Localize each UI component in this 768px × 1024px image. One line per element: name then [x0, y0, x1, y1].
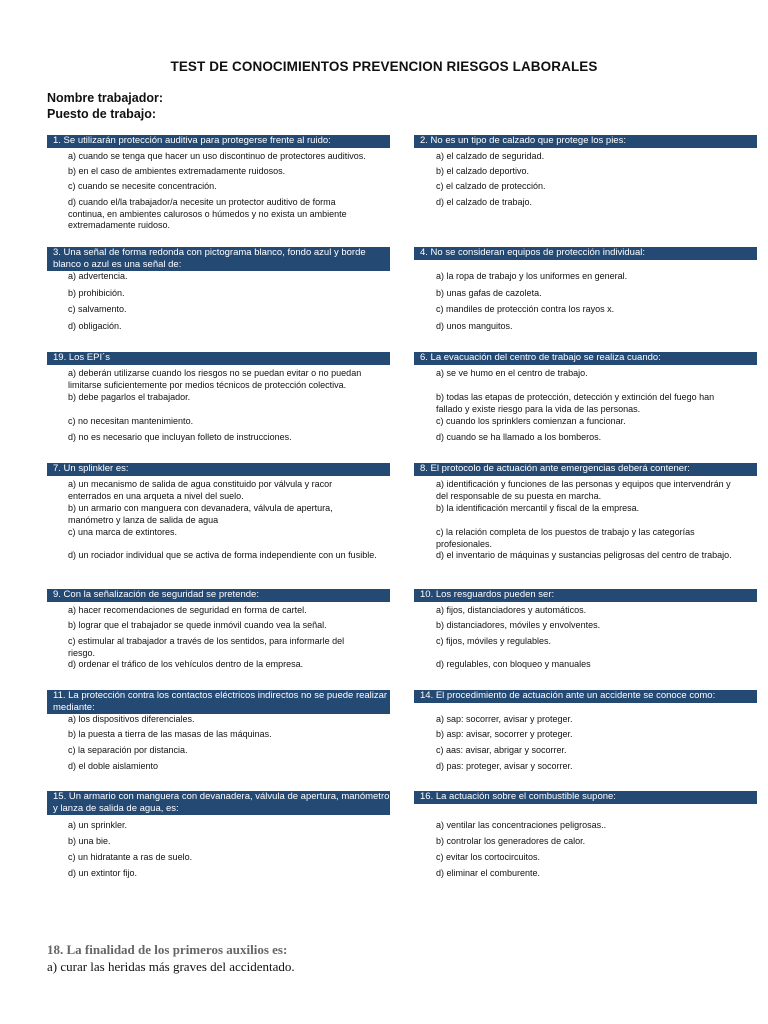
option-a: a) la ropa de trabajo y los uniformes en general.	[436, 271, 628, 281]
option-b: b) unas gafas de cazoleta.	[436, 288, 542, 298]
question-header: 15. Un armario con manguera con devanadera, válvula de apertura, manómetro y lanza de salida de agua, es:	[47, 791, 390, 815]
question-header: 2. No es un tipo de calzado que protege los pies:	[414, 135, 757, 148]
question-8	[414, 463, 757, 560]
option-b: b) debe pagarlos el trabajador.	[68, 392, 191, 402]
option-c: c) evitar los cortocircuitos.	[436, 852, 541, 862]
option-c: c) cuando los sprinklers comienzan a funcionar.	[436, 416, 626, 426]
option-a: a) ventilar las concentraciones peligrosas..	[436, 820, 607, 830]
question-header: 10. Los resguardos pueden ser:	[414, 589, 757, 602]
option-c: c) la separación por distancia.	[68, 745, 188, 755]
option-d: d) no es necesario que incluyan folleto de instrucciones.	[68, 432, 292, 442]
question-19	[47, 352, 390, 442]
option-d: d) obligación.	[68, 321, 122, 331]
option-d: d) el inventario de máquinas y sustancias peligrosas del centro de trabajo.	[436, 550, 732, 560]
option-c: c) cuando se necesite concentración.	[68, 181, 217, 191]
option-d: d) el doble aislamiento	[68, 761, 159, 771]
question-18-title: 18. La finalidad de los primeros auxilios es:	[47, 942, 288, 957]
option-a: a) un mecanismo de salida de agua constituido por válvula y racor enterrados en una arqueta a nivel del suelo.	[68, 479, 333, 501]
question-2	[414, 135, 757, 207]
option-c: c) una marca de extintores.	[68, 527, 178, 537]
question-10	[414, 589, 757, 669]
question-15	[47, 791, 390, 878]
question-18-option-a: a) curar las heridas más graves del accidentado.	[47, 959, 295, 974]
question-header: 8. El protocolo de actuación ante emergencias deberá contener:	[414, 463, 757, 476]
option-c: c) la relación completa de los puestos de trabajo y las categorías profesionales.	[436, 527, 695, 549]
option-a: a) sap: socorrer, avisar y proteger.	[436, 714, 573, 724]
option-c: c) un hidratante a ras de suelo.	[68, 852, 193, 862]
option-d: d) un rociador individual que se activa de forma independiente con un fusible.	[68, 550, 377, 560]
question-11	[47, 690, 390, 771]
option-d: d) pas: proteger, avisar y socorrer.	[436, 761, 573, 771]
option-a: a) deberán utilizarse cuando los riesgos no se puedan evitar o no puedan limitarse suficientemente por medios técnicos de protección colectiva.	[68, 368, 362, 390]
option-d: d) cuando el/la trabajador/a necesite un protector auditivo de forma continua, en ambientes calurosos o húmedos y no exista un ambiente extremadamente ruidoso.	[68, 197, 347, 230]
option-a: a) se ve humo en el centro de trabajo.	[436, 368, 588, 378]
question-header: 19. Los EPI´s	[47, 352, 390, 365]
option-b: b) asp: avisar, socorrer y proteger.	[436, 729, 573, 739]
option-d: d) un extintor fijo.	[68, 868, 138, 878]
option-a: a) un sprinkler.	[68, 820, 128, 830]
question-header: 16. La actuación sobre el combustible supone:	[414, 791, 757, 804]
question-header: 3. Una señal de forma redonda con pictograma blanco, fondo azul y borde blanco o azul es una señal de:	[47, 247, 390, 271]
question-6	[414, 352, 757, 442]
question-header: 7. Un splinkler es:	[47, 463, 390, 476]
option-b: b) prohibición.	[68, 288, 125, 298]
option-b: b) controlar los generadores de calor.	[436, 836, 586, 846]
page-title: TEST DE CONOCIMIENTOS PREVENCION RIESGOS LABORALES	[170, 59, 598, 74]
option-a: a) el calzado de seguridad.	[436, 151, 545, 161]
option-b: b) la identificación mercantil y fiscal de la empresa.	[436, 503, 640, 513]
option-a: a) los dispositivos diferenciales.	[68, 714, 195, 724]
question-header: 4. No se consideran equipos de protección individual:	[414, 247, 757, 260]
option-a: a) identificación y funciones de las personas y equipos que intervendrán y del responsable de su puesta en marcha.	[436, 479, 731, 501]
option-a: a) hacer recomendaciones de seguridad en forma de cartel.	[68, 605, 307, 615]
question-4	[414, 247, 757, 331]
option-c: c) el calzado de protección.	[436, 181, 546, 191]
option-d: d) cuando se ha llamado a los bomberos.	[436, 432, 602, 442]
option-d: d) el calzado de trabajo.	[436, 197, 533, 207]
question-header: 9. Con la señalización de seguridad se pretende:	[47, 589, 390, 602]
option-a: a) advertencia.	[68, 271, 128, 281]
option-c: c) salvamento.	[68, 304, 127, 314]
question-7	[47, 463, 390, 560]
option-c: c) aas: avisar, abrigar y socorrer.	[436, 745, 567, 755]
question-header: 6. La evacuación del centro de trabajo se realiza cuando:	[414, 352, 757, 365]
option-d: d) unos manguitos.	[436, 321, 513, 331]
option-b: b) lograr que el trabajador se quede inmóvil cuando vea la señal.	[68, 620, 327, 630]
question-header: 11. La protección contra los contactos eléctricos indirectos no se puede realizar mediante:	[47, 690, 390, 714]
option-b: b) distanciadores, móviles y envolventes.	[436, 620, 601, 630]
worker-name-label: Nombre trabajador:	[47, 91, 163, 105]
option-a: a) fijos, distanciadores y automáticos.	[436, 605, 587, 615]
question-header: 14. El procedimiento de actuación ante un accidente se conoce como:	[414, 690, 757, 703]
option-b: b) todas las etapas de protección, detección y extinción del fuego han fallado y existe riesgo para la vida de las personas.	[436, 392, 715, 414]
option-c: c) mandiles de protección contra los rayos x.	[436, 304, 615, 314]
option-c: c) estimular al trabajador a través de los sentidos, para informarle del riesgo.	[68, 636, 345, 658]
option-d: d) eliminar el comburente.	[436, 868, 541, 878]
option-b: b) la puesta a tierra de las masas de las máquinas.	[68, 729, 272, 739]
option-b: b) un armario con manguera con devanadera, válvula de apertura, manómetro y lanza de salida de agua	[68, 503, 333, 525]
question-1	[47, 135, 390, 230]
question-14	[414, 690, 757, 771]
option-a: a) cuando se tenga que hacer un uso discontinuo de protectores auditivos.	[68, 151, 366, 161]
job-position-label: Puesto de trabajo:	[47, 107, 157, 121]
option-c: c) no necesitan mantenimiento.	[68, 416, 194, 426]
option-d: d) ordenar el tráfico de los vehículos dentro de la empresa.	[68, 659, 304, 669]
option-b: b) una bie.	[68, 836, 111, 846]
question-16	[414, 791, 757, 878]
question-9	[47, 589, 390, 669]
option-d: d) regulables, con bloqueo y manuales	[436, 659, 591, 669]
question-header: 1. Se utilizarán protección auditiva para protegerse frente al ruido:	[47, 135, 390, 148]
option-b: b) el calzado deportivo.	[436, 166, 530, 176]
option-b: b) en el caso de ambientes extremadamente ruidosos.	[68, 166, 286, 176]
option-c: c) fijos, móviles y regulables.	[436, 636, 552, 646]
question-3	[47, 247, 390, 331]
